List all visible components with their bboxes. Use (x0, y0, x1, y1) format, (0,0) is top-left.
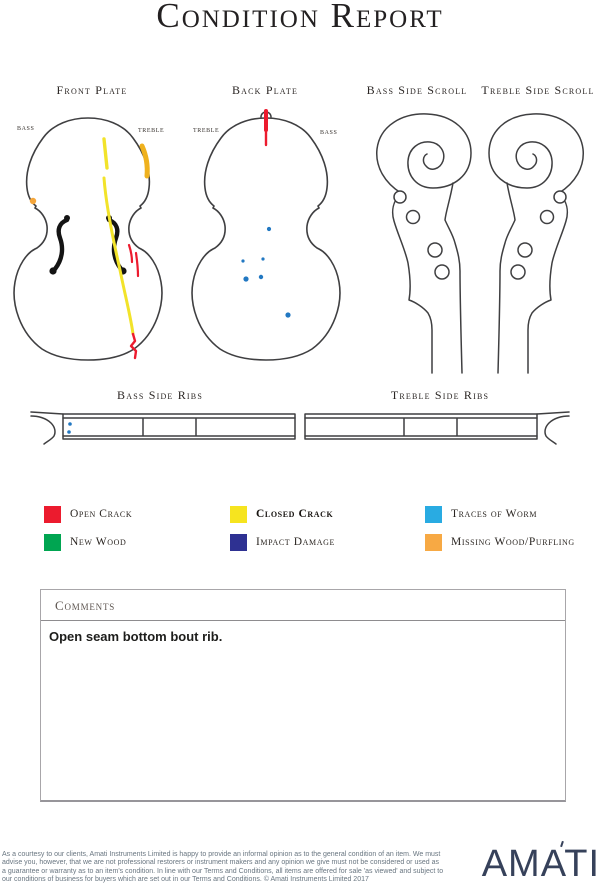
disclaimer-line: our conditions of business for buyers which are set out in our Terms and Conditions. © Amati Instruments Limited 2017 (2, 876, 369, 884)
legend-item-impact-damage (230, 533, 335, 551)
legend-label: Impact Damage (256, 536, 335, 548)
comments-header: Comments (41, 590, 565, 621)
bass-scroll-header: Bass Side Scroll (366, 83, 468, 97)
back-plate-header: Back Plate (231, 83, 299, 97)
treble-ribs-diagram (302, 402, 572, 454)
disclaimer-text (2, 851, 494, 885)
traces-of-worm-swatch (425, 506, 442, 523)
closed-crack-swatch (230, 506, 247, 523)
back-plate-treble-label: treble (193, 125, 220, 134)
missing-wood-mark-corner (30, 198, 36, 204)
bass-ribs-header: Bass Side Ribs (117, 388, 203, 402)
front-plate-treble-label: treble (138, 125, 165, 134)
legend-item-traces-of-worm (425, 505, 537, 523)
treble-ribs-header: Treble Side Ribs (390, 388, 490, 402)
legend-item-new-wood (44, 533, 126, 551)
open-crack-swatch (44, 506, 61, 523)
scrolls-diagram (365, 103, 595, 380)
bass-ribs-diagram (28, 402, 298, 454)
legend-label: Closed Crack (256, 508, 334, 520)
front-plate-diagram (0, 108, 180, 380)
disclaimer-line: a guarantee or warranty as to an item's condition. In line with our Terms and Conditions, all items are offered for sale 'as viewed' and subject to (2, 867, 444, 875)
front-plate-header: Front Plate (56, 83, 128, 97)
legend-label: Traces of Worm (451, 508, 538, 520)
legend-label: Missing Wood/Purfling (451, 536, 575, 548)
back-plate-diagram (178, 108, 358, 380)
legend-item-missing-wood-purfling (425, 533, 575, 551)
disclaimer-line: As a courtesy to our clients, Amati Instruments Limited is happy to provide an informal opinion as to the general condition of an item. We must (2, 851, 441, 858)
impact-damage-swatch (230, 534, 247, 551)
new-wood-swatch (44, 534, 61, 551)
treble-scroll-drawing (489, 114, 583, 373)
legend-item-open-crack (44, 505, 132, 523)
bass-scroll-drawing (377, 114, 471, 373)
comments-box (40, 589, 566, 802)
legend-item-closed-crack (230, 505, 333, 523)
missing-wood-purfling-swatch (425, 534, 442, 551)
treble-scroll-header: Treble Side Scroll (481, 83, 595, 97)
page-title: Condition Report (156, 0, 444, 35)
front-plate-outline (14, 118, 165, 360)
legend-label: Open Crack (70, 508, 133, 520)
back-plate-bass-label: bass (320, 127, 338, 136)
comments-text: Open seam bottom bout rib. (49, 629, 223, 644)
front-plate-bass-label: bass (17, 123, 35, 132)
worm-marks-ribs (67, 422, 72, 434)
back-plate-outline (192, 118, 340, 360)
disclaimer-line: advise you, however, that we are not professional restorers or instrument makers and any opinion we give must not be considered or used as (2, 859, 439, 867)
amati-logo: AMATI (481, 843, 600, 885)
legend-label: New Wood (70, 536, 127, 548)
